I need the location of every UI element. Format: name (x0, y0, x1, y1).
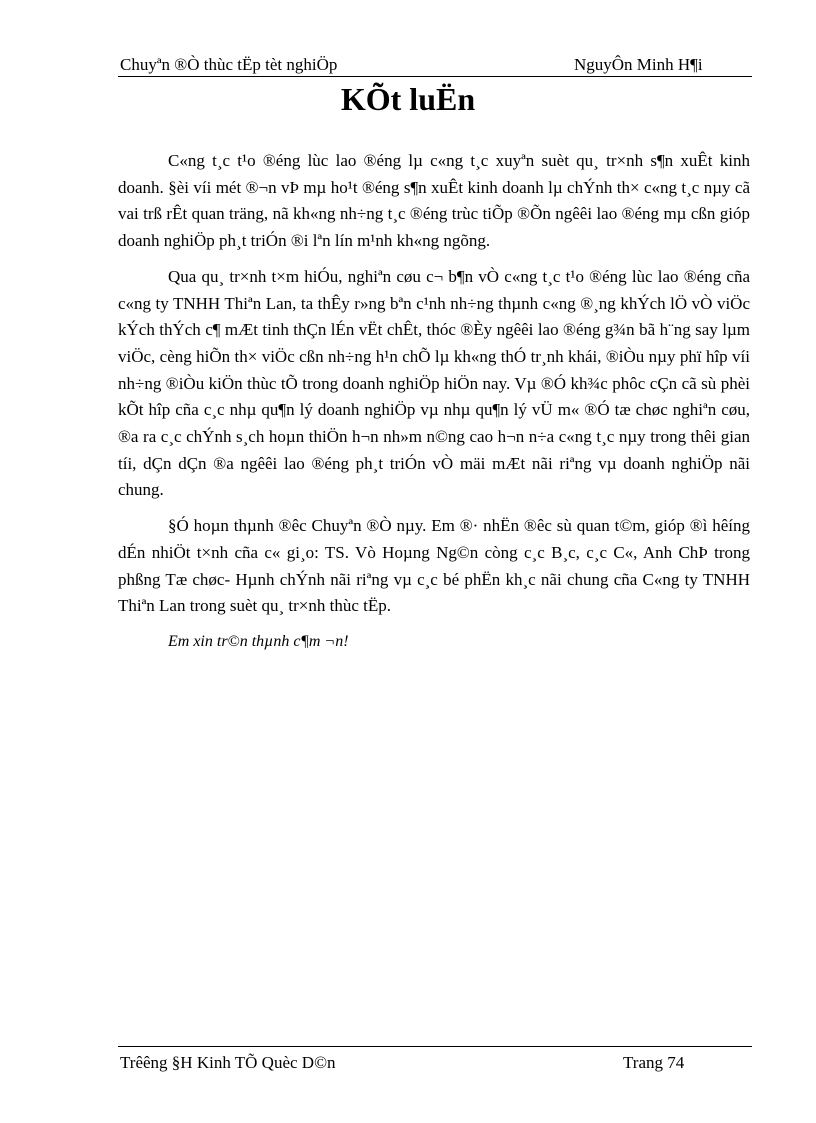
footer-university-name: Trêêng §H Kinh TÕ Quèc D©n (120, 1053, 336, 1072)
page-header (118, 54, 752, 77)
page-number: Trang 74 (623, 1053, 685, 1072)
thanks-line: Em xin tr©n thµnh c¶m ¬n! (168, 632, 349, 650)
paragraph-1: C«ng t¸c t¹o ®éng lùc lao ®éng lµ c«ng t¸c xuyªn suèt qu¸ tr×nh s¶n xuÊt kinh doanh. §èi víi mét ®¬n vÞ mµ ho¹t ®éng s¶n xuÊt kinh doanh lµ chÝnh th× c«ng t¸c nµy cã vai trß rÊt quan träng, nã kh«ng nh÷ng t¸c ®éng trùc tiÕp ®Õn ngêêi lao ®éng mµ cßn gióp doanh nghiÖp ph¸t triÓn ®i lªn lín m¹nh kh«ng ngõng. (118, 151, 750, 251)
paragraph-2: Qua qu¸ tr×nh t×m hiÓu, nghiªn cøu c¬ b¶n vÒ c«ng t¸c t¹o ®éng lùc lao ®éng cña c«ng ty TNHH Thiªn Lan, ta thÊy r»ng bªn c¹nh nh÷ng thµnh c«ng ®¸ng khÝch lÖ vÒ viÖc kÝch thÝch c¶ mÆt tinh thÇn lÉn vËt chÊt, thóc ®Èy ngêêi lao ®éng g¾n bã h¨ng say lµm viÖc, cèng hiÕn th× viÖc cßn nh÷ng h¹n chÕ lµ kh«ng thÓ tr¸nh khái, ®iÒu nµy phï hîp víi nh÷ng ®iÒu kiÖn thùc tÕ trong doanh nghiÖp hiÖn nay. Vµ ®Ó kh¾c phôc cÇn cã sù phèi kÕt hîp cña c¸c nhµ qu¶n lý doanh nghiÖp vµ nhµ qu¶n lý vÜ m« ®Ó tæ chøc nghiªn cøu, ®a ra c¸c chÝnh s¸ch hoµn thiÖn h¬n nh»m n©ng cao h¬n n÷a c«ng t¸c nµy trong thêi gian tíi, dÇn dÇn ®a ngêêi lao ®éng ph¸t triÓn vÒ mäi mÆt nãi riªng vµ doanh nghiÖp nãi chung. (118, 266, 750, 500)
body-content (118, 148, 750, 665)
header-document-title: Chuyªn ®Ò thùc tËp tèt nghiÖp (120, 55, 338, 74)
header-author-name: NguyÔn Minh H¶i (574, 55, 703, 74)
page-footer (118, 1046, 752, 1075)
paragraph-3: §Ó hoµn thµnh ®êc Chuyªn ®Ò nµy. Em ®· nhËn ®êc sù quan t©m, gióp ®ì hêíng dÉn nhiÖt t×nh cña c« gi¸o: TS. Vò Hoµng Ng©n còng c¸c B¸c, c¸c C«, Anh ChÞ trong phßng Tæ chøc- Hµnh chÝnh nãi riªng vµ c¸c bé phËn kh¸c nãi chung cña C«ng ty TNHH Thiªn Lan trong suèt qu¸ tr×nh thùc tËp. (118, 516, 750, 616)
page-title: KÕt luËn (340, 81, 476, 117)
